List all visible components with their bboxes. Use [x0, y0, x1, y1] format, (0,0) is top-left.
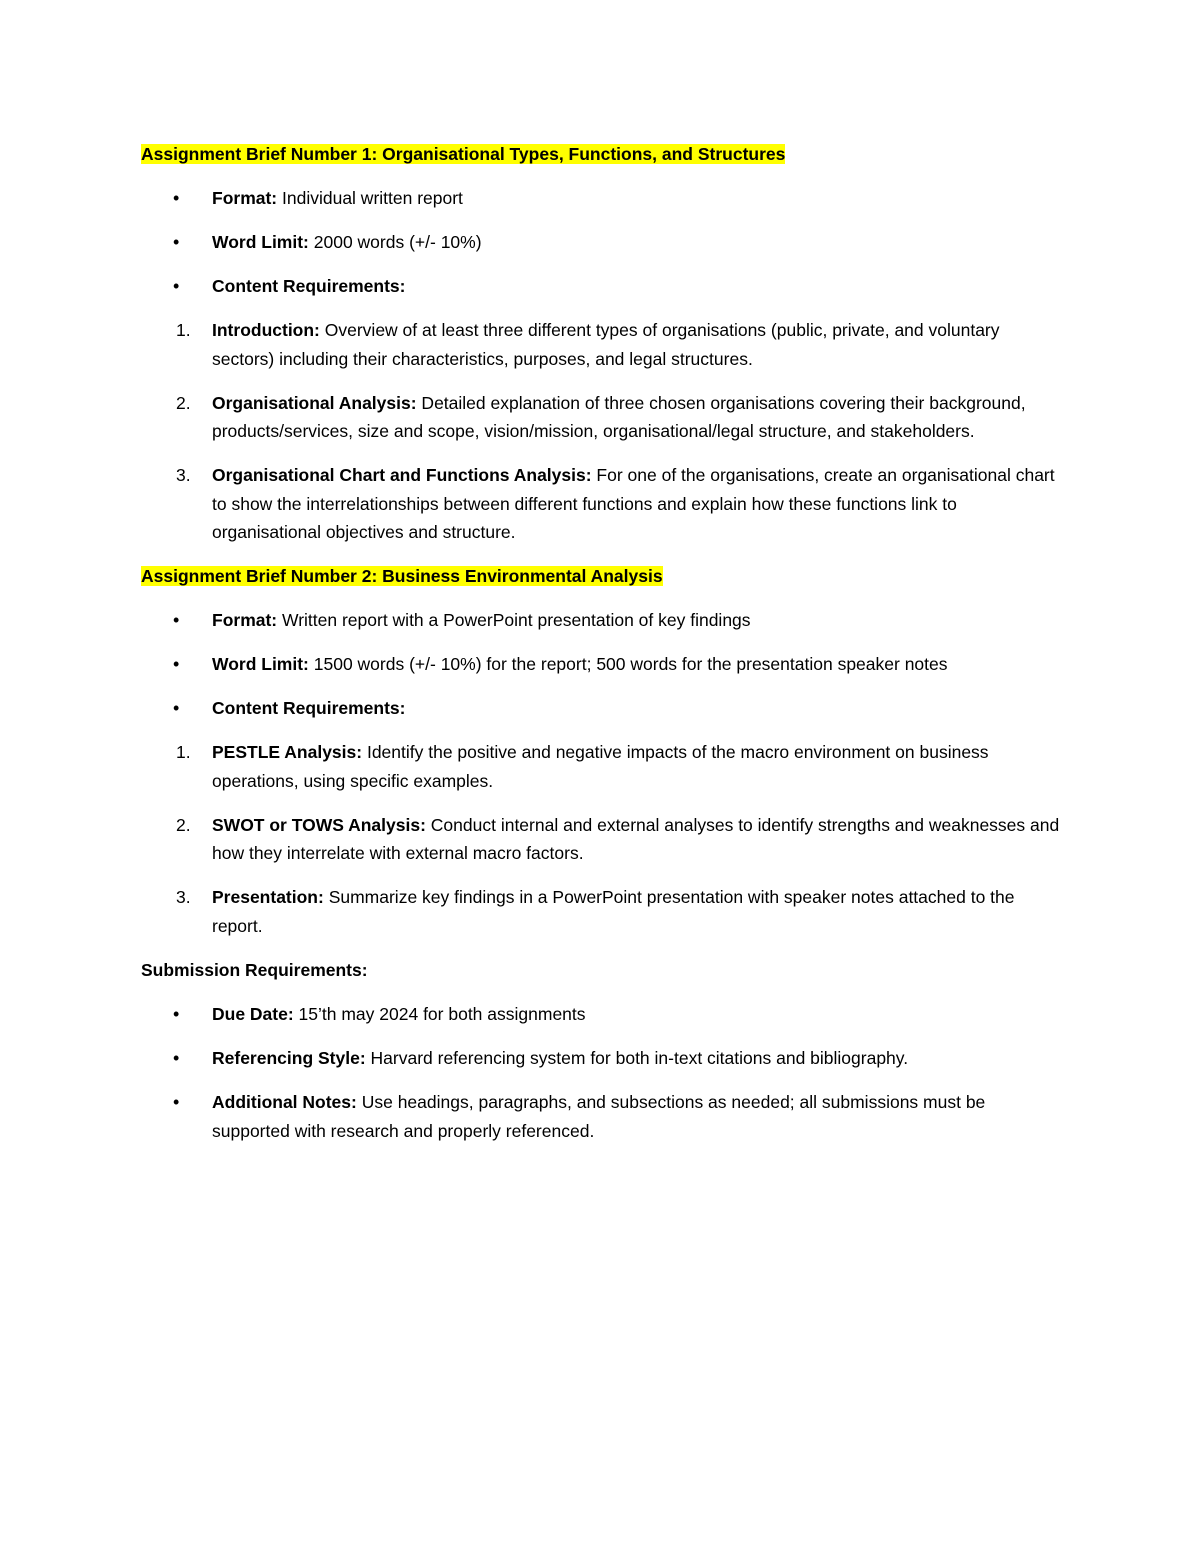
brief2-content-label: Content Requirements:: [212, 698, 406, 718]
brief2-wordlimit-item: [141, 650, 1061, 679]
list-item: [141, 461, 1061, 547]
brief1-format-label: Format:: [212, 188, 278, 208]
item-text: For one of the organisations, create an organisational chart to show the interrelationships between different functions and explain how these functions link to organisational objectives and structure.: [212, 465, 1055, 542]
brief2-content-item: [141, 694, 1061, 723]
item-number: 2.: [176, 814, 191, 835]
brief1-format-item: [141, 184, 1061, 213]
item-text: Detailed explanation of three chosen organisations covering their background, products/services, size and scope, vision/mission, organisational/legal structure, and stakeholders.: [212, 392, 1026, 441]
referencing-value: Harvard referencing system for both in-text citations and bibliography.: [365, 1048, 909, 1068]
referencing-label: Referencing Style:: [212, 1048, 366, 1068]
notes-label: Additional Notes:: [212, 1092, 357, 1112]
item-label: SWOT or TOWS Analysis:: [212, 814, 426, 835]
brief1-content-label: Content Requirements:: [212, 276, 406, 296]
item-label: PESTLE Analysis:: [212, 742, 363, 762]
brief2-wordlimit-label: Word Limit:: [212, 654, 309, 674]
due-date-label: Due Date:: [212, 1004, 294, 1024]
brief1-heading: [141, 140, 1061, 168]
item-number: 3.: [176, 465, 191, 485]
brief2-title: Assignment Brief Number 2: Business Environmental Analysis: [141, 566, 663, 586]
brief2-format-item: [141, 606, 1061, 635]
item-text: Overview of at least three different types of organisations (public, private, and voluntary sectors) including their characteristics, purposes, and legal structures.: [212, 320, 1000, 369]
brief1-wordlimit-item: [141, 228, 1061, 257]
item-number: 2.: [176, 392, 191, 413]
item-number: 1.: [176, 742, 191, 762]
brief1-format-value: Individual written report: [277, 188, 463, 208]
item-text: Identify the positive and negative impacts of the macro environment on business operations, using specific examples.: [212, 742, 989, 791]
item-text: Summarize key findings in a PowerPoint presentation with speaker notes attached to the report.: [212, 887, 1015, 936]
brief1-title: Assignment Brief Number 1: Organisational Types, Functions, and Structures: [141, 144, 786, 164]
brief2-wordlimit-value: 1500 words (+/- 10%) for the report; 500 words for the presentation speaker notes: [308, 654, 948, 674]
brief1-content-item: [141, 272, 1061, 301]
due-date-value: 15’th may 2024 for both assignments: [293, 1004, 586, 1024]
brief1-content-list: [141, 316, 1061, 547]
brief1-bullets: [141, 184, 1061, 301]
brief2-format-label: Format:: [212, 610, 278, 630]
brief2-format-value: Written report with a PowerPoint presentation of key findings: [277, 610, 751, 630]
list-item: [141, 738, 1061, 795]
list-item: [141, 316, 1061, 373]
item-text: Conduct internal and external analyses to identify strengths and weaknesses and how they interrelate with external macro factors.: [212, 814, 1060, 863]
submission-notes-item: [141, 1088, 1061, 1145]
item-label: Presentation:: [212, 887, 324, 907]
submission-bullets: [141, 1000, 1061, 1145]
item-label: Organisational Analysis:: [212, 392, 417, 413]
brief2-bullets: [141, 606, 1061, 723]
item-label: Introduction:: [212, 320, 320, 340]
brief1-wordlimit-value: 2000 words (+/- 10%): [308, 232, 482, 252]
item-number: 3.: [176, 887, 191, 907]
submission-due-item: [141, 1000, 1061, 1029]
submission-referencing-item: [141, 1044, 1061, 1073]
brief2-content-list: [141, 738, 1061, 940]
notes-value: Use headings, paragraphs, and subsections as needed; all submissions must be supported with research and properly referenced.: [212, 1092, 986, 1141]
document-body: [141, 140, 1061, 1161]
brief2-heading: [141, 562, 1061, 590]
list-item: [141, 883, 1061, 940]
list-item: [141, 811, 1061, 868]
item-number: 1.: [176, 320, 191, 340]
list-item: [141, 389, 1061, 446]
item-label: Organisational Chart and Functions Analysis:: [212, 465, 592, 485]
submission-heading: Submission Requirements:: [141, 959, 368, 980]
brief1-wordlimit-label: Word Limit:: [212, 232, 309, 252]
